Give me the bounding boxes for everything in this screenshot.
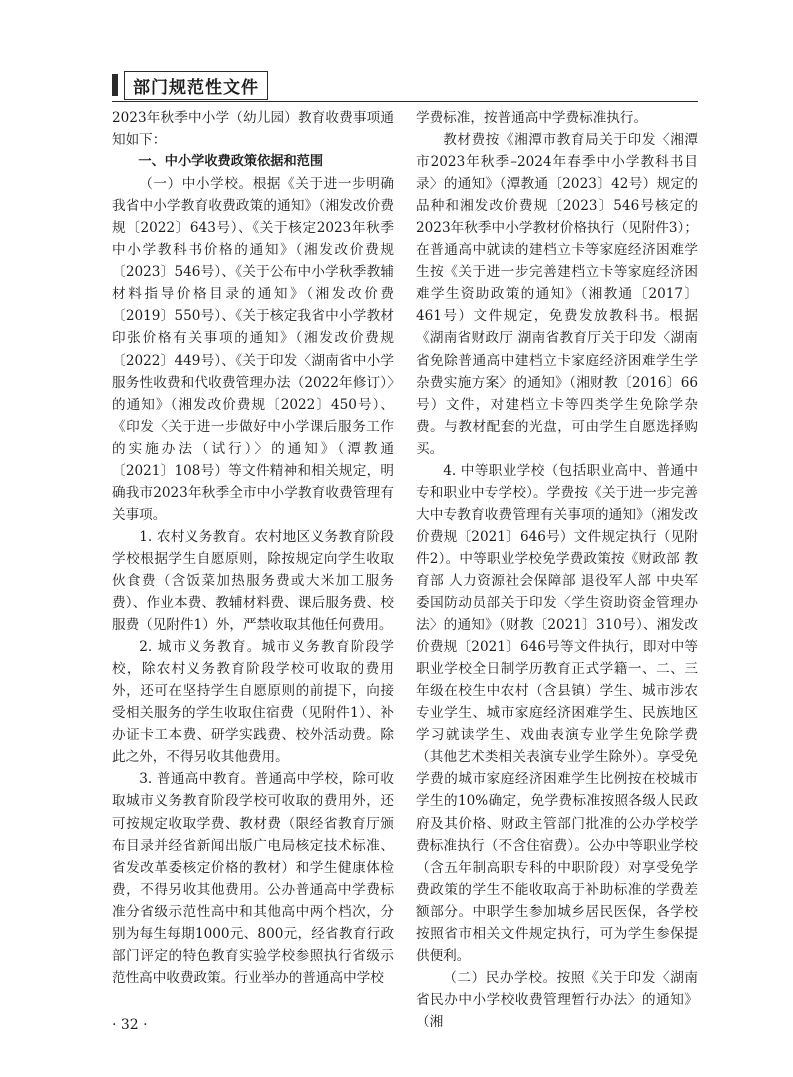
paragraph: （一）中小学校。根据《关于进一步明确我省中小学教育收费政策的通知》（湘发改价费规〔2022〕643号）、《关于核定2023年秋季中小学教科书价格的通知》（湘发改价费规〔2023〕546号）、《关于公布中小学秋季教辅材料指导价格目录的通知》（湘发改价费〔2019〕550号）、《关于核定我省中小学教材印张价格有关事项的通知》（湘发改价费规〔2022〕449号）、《关于印发〈湖南省中小学服务性收费和代收费管理办法（2022年修订）〉的通知》（湘发改价费规〔2022〕450号）、《印发〈关于进一步做好中小学课后服务工作的实施办法（试行）〉的通知》（潭教通〔2021〕108号）等文件精神和相关规定，明确我市2023年秋季全市中小学教育收费管理有关事项。 bbox=[112, 176, 394, 523]
section-title: 部门规范性文件 bbox=[124, 71, 268, 100]
paragraph: 4. 中等职业学校（包括职业高中、普通中专和职业中专学校）。学费按《关于进一步完善大中专教育收费管理有关事项的通知》（湘发改价费规〔2021〕646号）文件规定执行（见附件2）。中等职业学校免学费政策按《财政部 教育部 人力资源社会保障部 退役军人部 中央军委国防动员部关于印发〈学生资助资金管理办法〉的通知》（财教〔2021〕310号）、湘发改价费规〔2021〕646号等文件执行，即对中等职业学校全日制学历教育正式学籍一、二、三年级在校生中农村（含县镇）学生、城市涉农专业学生、城市家庭经济困难学生、民族地区学习就读学生、戏曲表演专业学生免除学费（其他艺术类相关表演专业学生除外）。享受免学费的城市家庭经济困难学生比例按在校城市学生的10%确定，免学费标准按照各级人民政府及其价格、财政主管部门批准的公办学校学费标准执行（不含住宿费）。公办中等职业学校（含五年制高职专科的中职阶段）对享受免学费政策的学生不能收取高于补助标准的学费差额部分。中职学生参加城乡居民医保，各学校按照省市相关文件规定执行，可为学生参保提供便利。 bbox=[416, 462, 698, 964]
paragraph: 2. 城市义务教育。城市义务教育阶段学校，除农村义务教育阶段学校可收取的费用外，还可在坚持学生自愿原则的前提下，向接受相关服务的学生收取住宿费（见附件1）、补办证卡工本费、研学实践费、校外活动费。除此之外，不得另收其他费用。 bbox=[112, 639, 394, 766]
header-bar-decoration bbox=[112, 74, 118, 96]
section-header bbox=[112, 72, 268, 98]
paragraph: 1. 农村义务教育。农村地区义务教育阶段学校根据学生自愿原则，除按规定向学生收取伙食费（含饭菜加热服务费或大米加工服务费）、作业本费、教辅材料费、课后服务费、校服费（见附件1）外，严禁收取其他任何费用。 bbox=[112, 528, 394, 634]
paragraph: （二）民办学校。按照《关于印发〈湖南省民办中小学校收费管理暂行办法〉的通知》（湘 bbox=[416, 969, 698, 1030]
paragraph: 学费标准，按普通高中学费标准执行。 bbox=[416, 110, 648, 126]
section-heading: 一、中小学收费政策依据和范围 bbox=[138, 154, 324, 170]
right-column bbox=[416, 107, 698, 1033]
header-divider bbox=[112, 101, 698, 102]
paragraph: 2023年秋季中小学（幼儿园）教育收费事项通知如下： bbox=[112, 110, 394, 149]
page-number: · 32 · bbox=[112, 1017, 148, 1033]
paragraph: 3. 普通高中教育。普通高中学校，除可收取城市义务教育阶段学校可收取的费用外，还可按规定收取学费、教材费（限经省教育厅颁布目录并经省新闻出版广电局核定技术标准、省发改革委核定价格的教材）和学生健康体检费，不得另收其他费用。公办普通高中学费标准分省级示范性高中和其他高中两个档次，分别为每生每期1000元、800元，经省教育行政部门评定的特色教育实验学校参照执行省级示范性高中收费政策。行业举办的普通高中学校 bbox=[112, 771, 394, 986]
paragraph: 教材费按《湘潭市教育局关于印发〈湘潭市2023年秋季–2024年春季中小学教科书目录〉的通知》（潭教通〔2023〕42号）规定的品种和湘发改价费规〔2023〕546号核定的2023年秋季中小学教材价格执行（见附件3）；在普通高中就读的建档立卡等家庭经济困难学生按《关于进一步完善建档立卡等家庭经济困难学生资助政策的通知》（湘教通〔2017〕461号）文件规定，免费发放教科书。根据《湖南省财政厅 湖南省教育厅关于印发〈湖南省免除普通高中建档立卡家庭经济困难学生学杂费实施方案〉的通知》（湘财教〔2016〕66号）文件，对建档立卡等四类学生免除学杂费。与教材配套的光盘，可由学生自愿选择购买。 bbox=[416, 132, 698, 457]
left-column bbox=[112, 107, 394, 989]
